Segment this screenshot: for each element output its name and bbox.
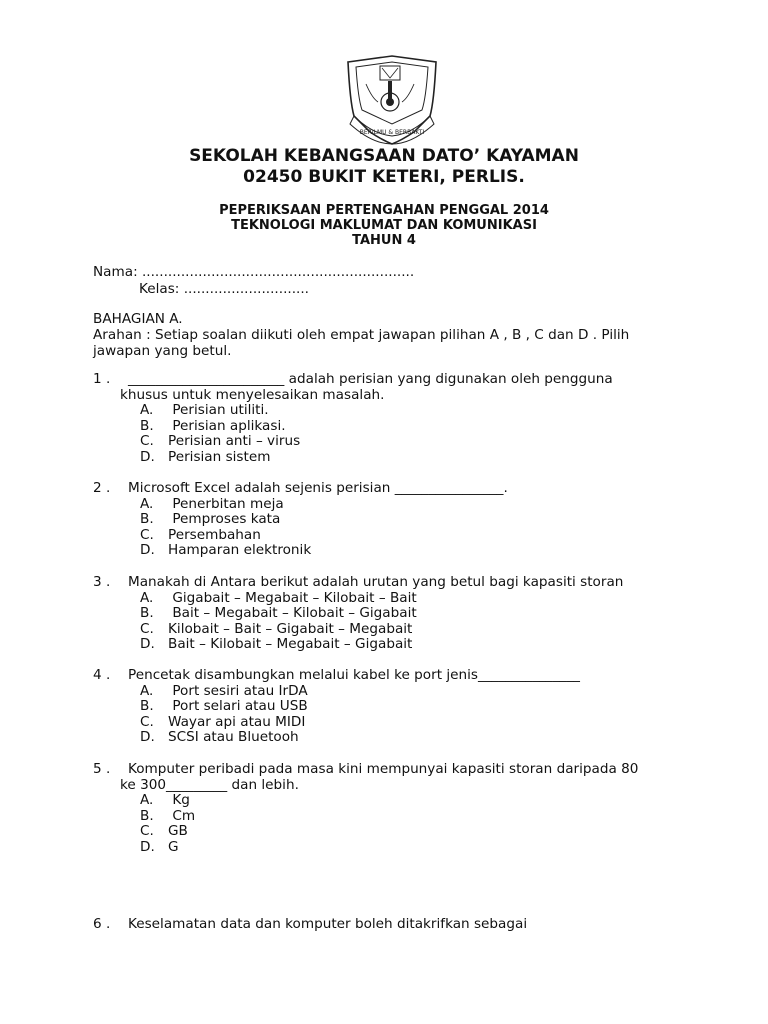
option-text: Port sesiri atau IrDA	[168, 682, 308, 699]
answer-option-d[interactable]	[140, 840, 693, 856]
answer-option-a[interactable]	[140, 591, 693, 607]
answer-option-a[interactable]	[140, 684, 693, 700]
answer-option-d[interactable]	[140, 543, 693, 559]
option-text: Persembahan	[168, 526, 261, 543]
question-5	[93, 762, 693, 855]
question-3	[93, 575, 693, 653]
option-text: Perisian utiliti.	[168, 402, 269, 418]
answer-options	[93, 403, 693, 465]
question-2	[93, 481, 693, 559]
answer-option-c[interactable]	[140, 824, 693, 840]
question-text-line1: Microsoft Excel adalah sejenis perisian ________________.	[128, 480, 508, 496]
question-6	[93, 917, 693, 933]
answer-option-b[interactable]	[140, 699, 693, 715]
answer-options	[93, 497, 693, 559]
option-text: Perisian anti – virus	[168, 433, 301, 449]
section-instruction-line1: Arahan : Setiap soalan diikuti oleh empat jawapan pilihan A , B , C dan D . Pilih	[93, 327, 630, 343]
exam-subject: TEKNOLOGI MAKLUMAT DAN KOMUNIKASI	[231, 218, 537, 233]
option-text: Penerbitan meja	[168, 495, 284, 512]
answer-option-a[interactable]	[140, 403, 693, 419]
question-text-line1: Pencetak disambungkan melalui kabel ke port jenis_______________	[128, 667, 580, 683]
option-text: Kg	[168, 792, 190, 808]
option-letter: C.	[140, 433, 154, 449]
question-1	[93, 372, 693, 465]
answer-option-b[interactable]	[140, 606, 693, 622]
exam-title: PEPERIKSAAN PERTENGAHAN PENGGAL 2014	[219, 203, 549, 218]
name-field-label: Nama: ...............................................................	[93, 264, 415, 280]
option-letter: D.	[140, 636, 155, 652]
answer-options	[93, 684, 693, 746]
question-number: 6 .	[93, 916, 111, 932]
section-title: BAHAGIAN A.	[93, 311, 183, 327]
question-number: 1 .	[93, 371, 111, 387]
school-name: SEKOLAH KEBANGSAAN DATO’ KAYAMAN	[189, 146, 579, 166]
question-text-line2: khusus untuk menyelesaikan masalah.	[120, 386, 385, 403]
question-text-line1: _______________________ adalah perisian yang digunakan oleh pengguna	[128, 371, 613, 387]
question-number: 2 .	[93, 480, 111, 496]
school-motto: BERILMU & BERBAKTI	[359, 129, 425, 136]
option-letter: B.	[140, 511, 154, 527]
option-text: Bait – Kilobait – Megabait – Gigabait	[168, 636, 413, 652]
option-letter: B.	[140, 417, 154, 434]
answer-option-b[interactable]	[140, 809, 693, 825]
option-text: SCSI atau Bluetooh	[168, 729, 299, 745]
option-text: Wayar api atau MIDI	[168, 713, 306, 730]
option-text: Kilobait – Bait – Gigabait – Megabait	[168, 620, 413, 637]
option-text: Port selari atau USB	[168, 698, 308, 714]
option-letter: D.	[140, 542, 155, 558]
option-letter: D.	[140, 448, 155, 465]
option-letter: A.	[140, 682, 154, 699]
answer-option-c[interactable]	[140, 715, 693, 731]
option-text: GB	[168, 823, 188, 839]
question-number: 4 .	[93, 667, 111, 683]
answer-option-d[interactable]	[140, 730, 693, 746]
option-text: Perisian sistem	[168, 448, 271, 465]
class-field-label: Kelas: .............................	[139, 281, 310, 297]
option-letter: A.	[140, 402, 154, 418]
answer-options	[93, 793, 693, 855]
question-number: 5 .	[93, 761, 111, 777]
option-text: Bait – Megabait – Kilobait – Gigabait	[168, 605, 417, 621]
option-letter: A.	[140, 589, 154, 606]
option-text: Perisian aplikasi.	[168, 417, 286, 434]
question-text-line1: Manakah di Antara berikut adalah urutan yang betul bagi kapasiti storan	[128, 574, 624, 590]
answer-option-a[interactable]	[140, 497, 693, 513]
question-text-line1: Komputer peribadi pada masa kini mempunyai kapasiti storan daripada 80	[128, 761, 639, 777]
option-letter: A.	[140, 495, 154, 512]
answer-option-d[interactable]	[140, 637, 693, 653]
answer-option-c[interactable]	[140, 528, 693, 544]
option-letter: D.	[140, 729, 155, 745]
question-text-line2: ke 300_________ dan lebih.	[120, 776, 299, 793]
school-address: 02450 BUKIT KETERI, PERLIS.	[243, 167, 525, 187]
answer-option-d[interactable]	[140, 450, 693, 466]
school-crest-logo	[342, 54, 442, 146]
answer-option-b[interactable]	[140, 512, 693, 528]
option-letter: D.	[140, 838, 155, 855]
answer-option-c[interactable]	[140, 434, 693, 450]
option-text: G	[168, 838, 179, 855]
option-letter: B.	[140, 807, 154, 824]
question-text-line1: Keselamatan data dan komputer boleh ditakrifkan sebagai	[128, 916, 528, 932]
answer-options	[93, 591, 693, 653]
answer-option-b[interactable]	[140, 419, 693, 435]
option-text: Cm	[168, 807, 196, 824]
option-letter: C.	[140, 713, 154, 730]
option-letter: B.	[140, 605, 154, 621]
section-instruction-line2: jawapan yang betul.	[93, 343, 232, 359]
option-letter: C.	[140, 823, 154, 839]
option-text: Pemproses kata	[168, 511, 281, 527]
option-letter: C.	[140, 526, 154, 543]
option-letter: C.	[140, 620, 154, 637]
answer-option-a[interactable]	[140, 793, 693, 809]
question-4	[93, 668, 693, 746]
option-letter: B.	[140, 698, 154, 714]
option-letter: A.	[140, 792, 154, 808]
question-number: 3 .	[93, 574, 111, 590]
exam-year: TAHUN 4	[352, 233, 416, 248]
answer-option-c[interactable]	[140, 622, 693, 638]
option-text: Gigabait – Megabait – Kilobait – Bait	[168, 589, 417, 606]
option-text: Hamparan elektronik	[168, 542, 312, 558]
